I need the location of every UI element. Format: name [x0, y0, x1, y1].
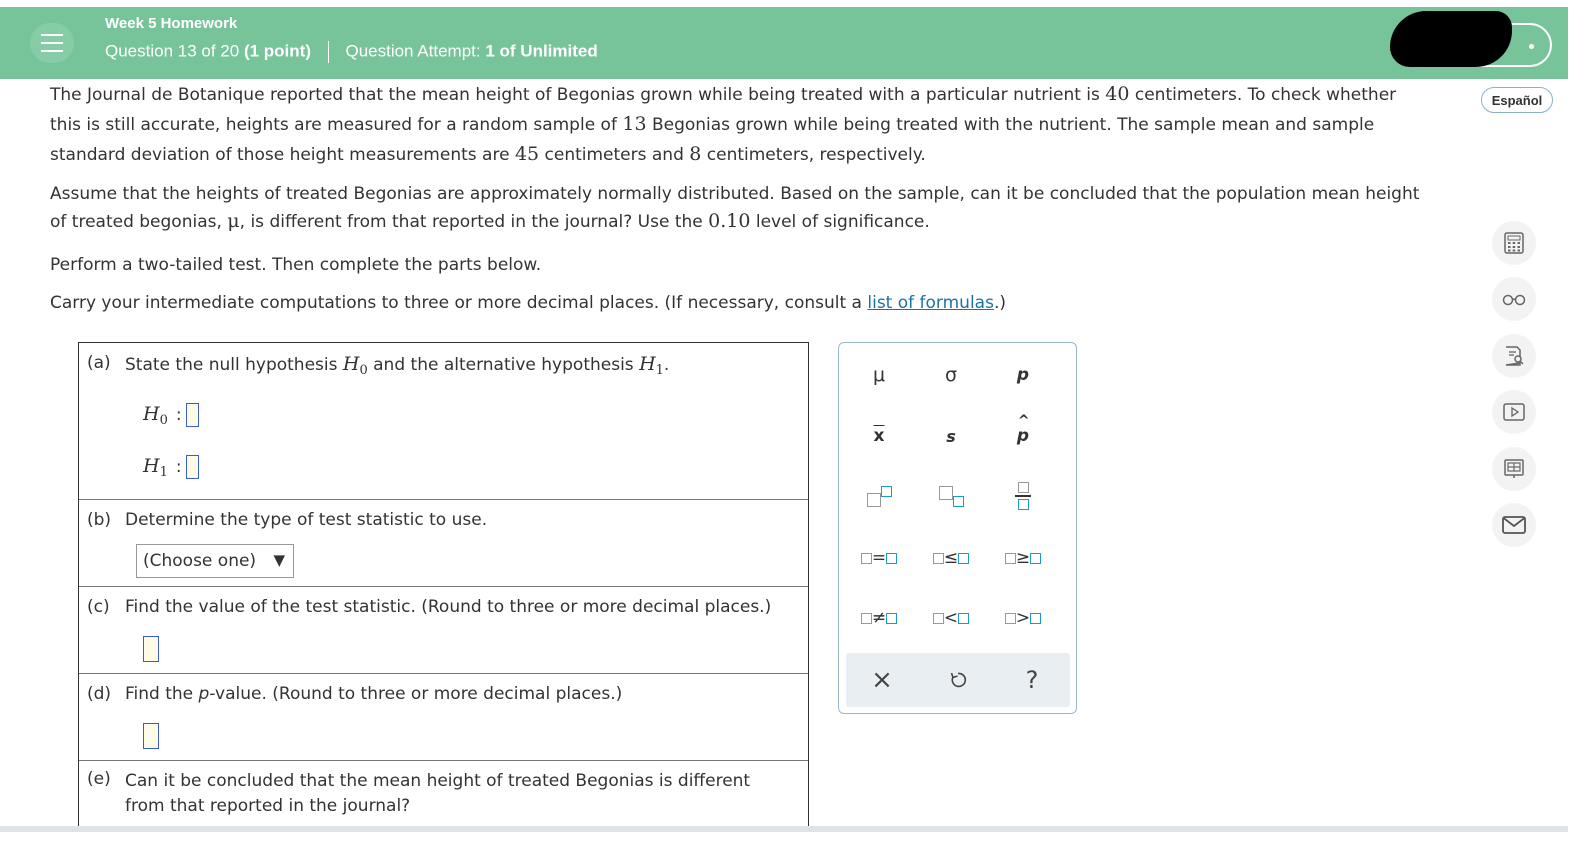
attempt-label: Question Attempt:: [345, 41, 481, 61]
hamburger-icon: [41, 34, 63, 36]
part-d-label: (d): [87, 684, 112, 704]
espanol-button[interactable]: Español: [1481, 87, 1553, 113]
part-e-text: Can it be concluded that the mean height of treated Begonias is different from that reported in the journal?: [125, 771, 751, 816]
guided-solution-button[interactable]: [1492, 447, 1536, 491]
key-superscript[interactable]: [849, 476, 909, 516]
header-divider: [328, 41, 329, 63]
glasses-icon: [1501, 292, 1527, 306]
mail-icon: [1502, 516, 1526, 534]
alternative-hypothesis-input[interactable]: [186, 455, 199, 479]
part-e: [79, 761, 808, 833]
problem-paragraph-1: The Journal de Botanique reported that the mean height of Begonias grown while being treated with a particular nutrient is 40 centimeters. To check whether this is still accurate, heights are measured for a random sample of 13 Begonias grown while being treated with the nutrient. The sample mean and sample standard deviation of those height measurements are 45 centimeters and 8 centimeters, respectively.: [50, 83, 1397, 165]
attempt-value: 1 of Unlimited: [485, 41, 598, 61]
part-c: [79, 587, 808, 674]
key-fraction[interactable]: [993, 476, 1053, 516]
key-mu[interactable]: μ: [872, 364, 886, 386]
part-e-label: (e): [87, 769, 111, 789]
calculator-button[interactable]: [1492, 221, 1536, 265]
problem-paragraph-3: Perform a two-tailed test. Then complete the parts below.: [50, 255, 542, 275]
key-equals[interactable]: =: [849, 538, 909, 578]
key-greater-than[interactable]: >: [993, 598, 1053, 638]
null-hypothesis-input[interactable]: [186, 403, 199, 427]
dropdown-arrow-icon: ▼: [273, 551, 285, 569]
test-statistic-select[interactable]: (Choose one) ▼: [136, 544, 294, 578]
part-d: [79, 674, 808, 761]
key-less-equal[interactable]: ≤: [921, 538, 981, 578]
help-button[interactable]: ?: [1025, 666, 1039, 694]
key-x-bar[interactable]: $\overline{x}$: [873, 426, 885, 446]
null-hypothesis-row: $H_0$ :: [143, 403, 199, 428]
test-statistic-input[interactable]: [143, 636, 159, 662]
redacted-area: [1390, 11, 1512, 67]
key-subscript[interactable]: [921, 476, 981, 516]
glasses-button[interactable]: [1492, 277, 1536, 321]
key-sigma[interactable]: σ: [944, 364, 958, 386]
part-b-label: (b): [87, 510, 112, 530]
hat-icon: ^: [1017, 413, 1030, 429]
part-a-label: (a): [87, 353, 111, 373]
undo-icon: [948, 670, 968, 690]
clear-button[interactable]: ×: [871, 665, 893, 695]
part-a: [79, 343, 808, 500]
message-button[interactable]: [1492, 503, 1536, 547]
top-bar: [0, 7, 1568, 79]
key-s[interactable]: s: [946, 426, 956, 446]
question-parts-table: [78, 342, 809, 832]
key-p-hat[interactable]: ^ p: [1016, 413, 1030, 446]
part-d-text: Find the p-value. (Round to three or more decimal places.): [125, 684, 623, 704]
presentation-icon: [1503, 458, 1525, 480]
part-c-label: (c): [87, 597, 110, 617]
document-search-icon: [1503, 345, 1525, 367]
part-c-text: Find the value of the test statistic. (Round to three or more decimal places.): [125, 597, 772, 617]
math-keypad: [838, 342, 1077, 714]
video-button[interactable]: [1492, 390, 1536, 434]
key-not-equal[interactable]: ≠: [849, 598, 909, 638]
key-greater-equal[interactable]: ≥: [993, 538, 1053, 578]
part-a-text: State the null hypothesis $H_0$ and the alternative hypothesis $H_1$.: [125, 353, 670, 378]
problem-paragraph-4: Carry your intermediate computations to three or more decimal places. (If necessary, consult a list of formulas.): [50, 293, 1006, 313]
textbook-button[interactable]: [1492, 334, 1536, 378]
key-less-than[interactable]: <: [921, 598, 981, 638]
question-number: Question 13 of 20: [105, 41, 240, 61]
more-icon: [1529, 44, 1534, 49]
homework-title: Week 5 Homework: [105, 15, 238, 32]
keypad-action-bar: [846, 653, 1070, 707]
question-points: (1 point): [243, 41, 311, 61]
key-p[interactable]: p: [1016, 365, 1030, 385]
p-value-input[interactable]: [143, 723, 159, 749]
problem-paragraph-2: Assume that the heights of treated Begonias are approximately normally distributed. Based on the sample, can it be concluded that the population mean height of treated begonias, μ, is different from that reported in the journal? Use the 0.10 level of significance.: [50, 184, 1420, 232]
part-b: [79, 500, 808, 587]
play-video-icon: [1503, 403, 1525, 421]
part-b-text: Determine the type of test statistic to use.: [125, 510, 488, 530]
calculator-icon: [1504, 232, 1524, 254]
alternative-hypothesis-row: $H_1$ :: [143, 455, 199, 480]
question-info: [105, 41, 598, 63]
bottom-divider: [0, 826, 1568, 832]
menu-button[interactable]: [30, 23, 74, 63]
list-of-formulas-link[interactable]: list of formulas: [867, 293, 994, 313]
undo-button[interactable]: [928, 660, 988, 700]
